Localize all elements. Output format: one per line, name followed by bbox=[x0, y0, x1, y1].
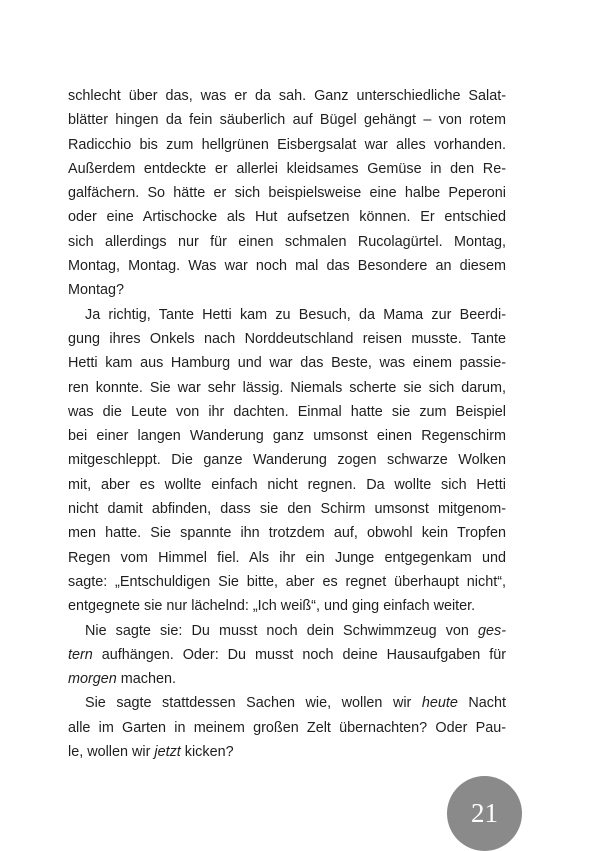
text-line bbox=[68, 546, 506, 570]
text-run: Montag? bbox=[68, 282, 125, 299]
text-line bbox=[68, 133, 506, 157]
text-line bbox=[68, 594, 506, 618]
text-line bbox=[68, 327, 506, 351]
text-line bbox=[68, 303, 506, 327]
text-line bbox=[68, 716, 506, 740]
text-run: schlecht über das, was er da sah. Ganz unterschiedliche Salat- bbox=[68, 88, 506, 104]
emphasis-run: morgen bbox=[68, 671, 117, 688]
text-run: gung ihres Onkels nach Norddeutschland reisen musste. Tante bbox=[68, 330, 506, 347]
text-line bbox=[68, 619, 506, 643]
text-run: mit, aber es wollte einfach nicht regnen. Da wollte sich Hetti bbox=[68, 476, 506, 493]
text-line bbox=[68, 643, 506, 667]
text-run: kicken? bbox=[180, 744, 234, 761]
text-run: machen. bbox=[116, 671, 176, 688]
emphasis-run: heute bbox=[421, 695, 458, 712]
text-line bbox=[68, 691, 506, 715]
text-line bbox=[68, 157, 506, 181]
text-run: Außerdem entdeckte er allerlei kleidsames Gemüse in den Re- bbox=[68, 160, 506, 177]
page-number: 21 bbox=[471, 798, 498, 828]
text-run: blätter hingen da fein säuberlich auf Bügel gehängt – von rotem bbox=[68, 112, 506, 129]
text-line bbox=[68, 205, 506, 229]
text-line bbox=[68, 181, 506, 205]
text-line bbox=[68, 521, 506, 545]
text-line bbox=[68, 230, 506, 254]
text-run: Radicchio bis zum hellgrünen Eisbergsalat war alles vorhanden. bbox=[68, 136, 506, 153]
text-run: ren konnte. Sie war sehr lässig. Niemals scherte sie sich darum, bbox=[68, 379, 506, 396]
text-line bbox=[68, 740, 506, 764]
text-run: aufhängen. Oder: Du musst noch deine Hausaufgaben für bbox=[92, 646, 506, 663]
text-run: sagte: „Entschuldigen Sie bitte, aber es regnet überhaupt nicht“, bbox=[68, 573, 506, 590]
text-run: Montag, Montag. Was war noch mal das Besondere an diesem bbox=[68, 258, 506, 275]
text-line bbox=[68, 108, 506, 132]
text-run: Ja richtig, Tante Hetti kam zu Besuch, da Mama zur Beerdi- bbox=[85, 306, 506, 323]
text-line bbox=[68, 497, 506, 521]
text-run: men hatte. Sie spannte ihn trotzdem auf, obwohl kein Tropfen bbox=[68, 525, 506, 542]
text-run: entgegnete sie nur lächelnd: „Ich weiß“, und ging einfach weiter. bbox=[68, 598, 476, 615]
emphasis-run: jetzt bbox=[154, 744, 181, 761]
text-run: Nacht bbox=[457, 695, 506, 712]
emphasis-run: ges- bbox=[478, 622, 506, 639]
text-line bbox=[68, 278, 506, 302]
text-line bbox=[68, 473, 506, 497]
text-run: was die Leute von ihr dachten. Einmal hatte sie zum Beispiel bbox=[68, 403, 506, 420]
text-run: bei einer langen Wanderung ganz umsonst einen Regenschirm bbox=[68, 428, 506, 445]
body-text bbox=[68, 84, 506, 764]
text-line bbox=[68, 424, 506, 448]
text-run: le, wollen wir bbox=[68, 744, 155, 761]
text-line bbox=[68, 351, 506, 375]
text-run: alle im Garten in meinem großen Zelt übernachten? Oder Pau- bbox=[68, 719, 506, 736]
text-run: mitgeschleppt. Die ganze Wanderung zogen schwarze Wolken bbox=[68, 452, 506, 469]
text-run: sich allerdings nur für einen schmalen Rucolagürtel. Montag, bbox=[68, 233, 506, 250]
text-line bbox=[68, 254, 506, 278]
text-run: Nie sagte sie: Du musst noch dein Schwimmzeug von bbox=[85, 622, 478, 639]
text-line bbox=[68, 448, 506, 472]
text-line bbox=[68, 400, 506, 424]
text-line bbox=[68, 84, 506, 108]
text-run: galfächern. So hätte er sich beispielsweise eine halbe Peperoni bbox=[68, 185, 506, 202]
text-line bbox=[68, 667, 506, 691]
text-run: nicht damit abfinden, dass sie den Schirm umsonst mitgenom- bbox=[68, 501, 506, 518]
text-line bbox=[68, 570, 506, 594]
page-number-badge bbox=[447, 776, 522, 851]
text-run: Sie sagte stattdessen Sachen wie, wollen wir bbox=[85, 695, 422, 712]
emphasis-run: tern bbox=[68, 646, 93, 663]
text-run: oder eine Artischocke als Hut aufsetzen können. Er entschied bbox=[68, 209, 506, 226]
text-run: Hetti kam aus Hamburg und war das Beste, was einem passie- bbox=[68, 355, 506, 372]
text-run: Regen vom Himmel fiel. Als ihr ein Junge entgegenkam und bbox=[68, 549, 506, 566]
text-line bbox=[68, 376, 506, 400]
